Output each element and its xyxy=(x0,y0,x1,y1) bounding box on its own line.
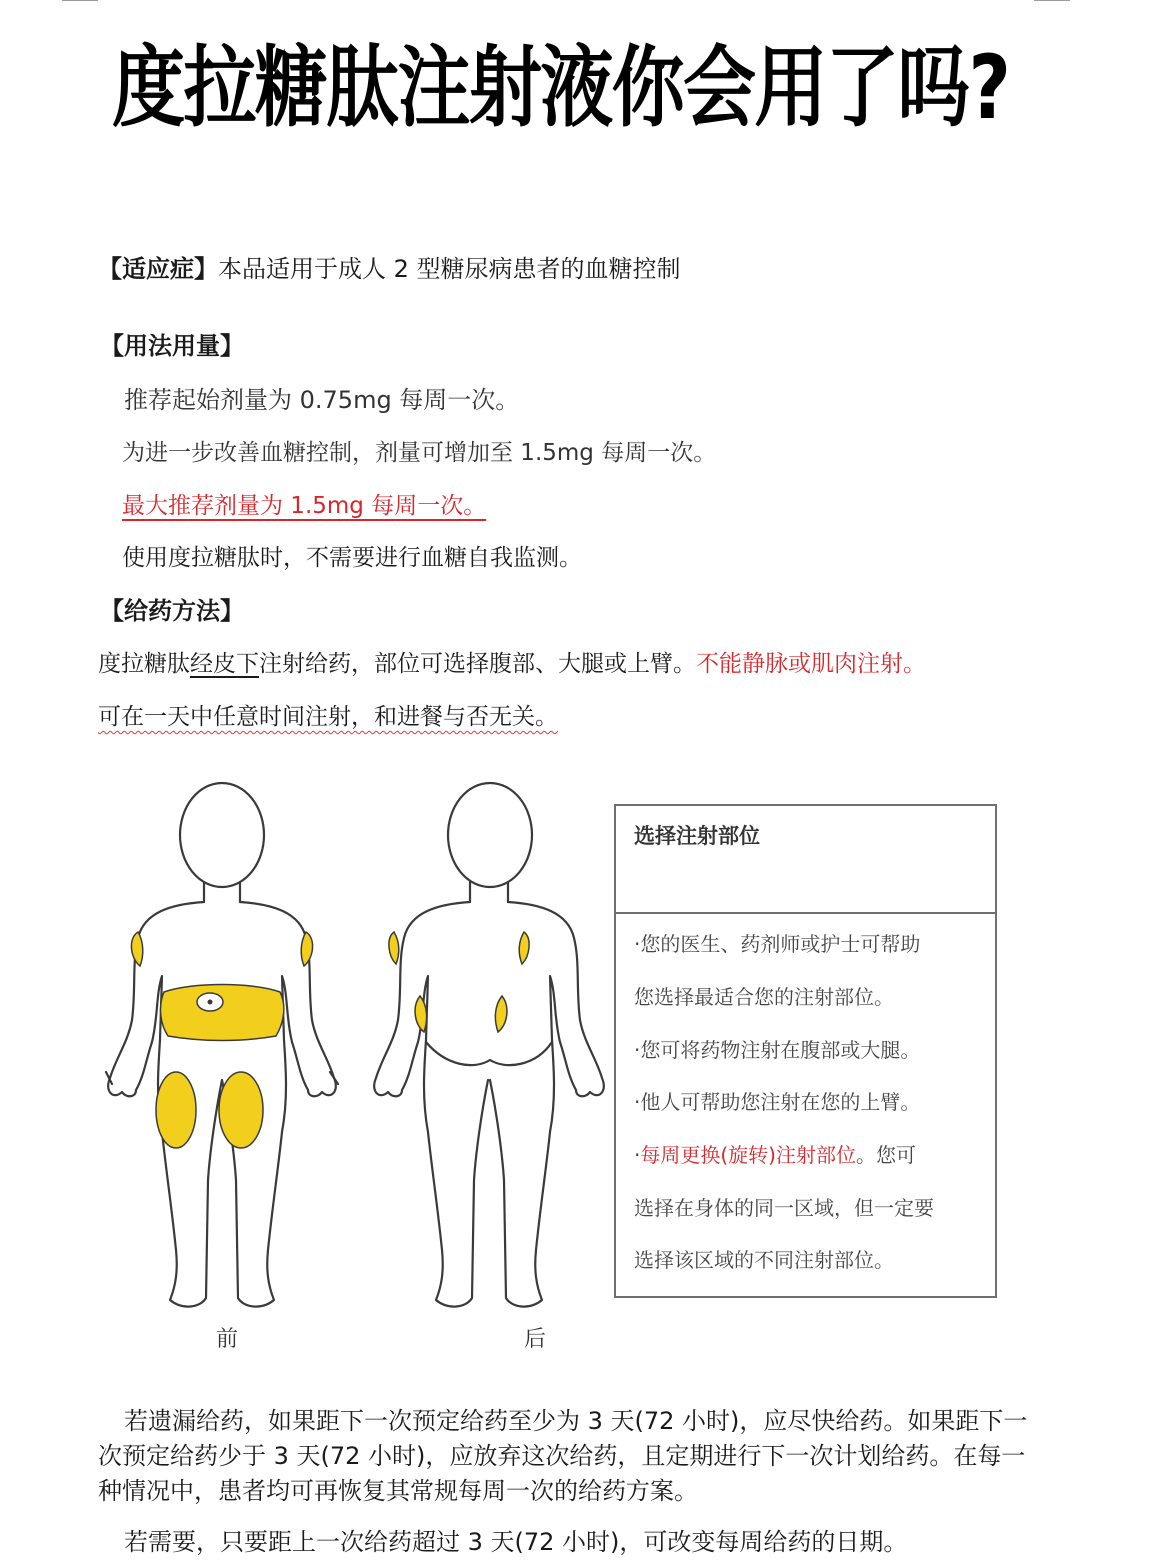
missed-dose-paragraph: 若遗漏给药，如果距下一次预定给药至少为 3 天(72 小时)，应尽快给药。如果距下一次预定给药少于 3 天(72 小时)，应放弃这次给药，且定期进行下一次计划给药。在每一种情况中，患者均可再恢复其常规每周一次的给药方案。 xyxy=(98,1407,1028,1505)
site-line-4: ·他人可帮助您注射在您的上臂。 xyxy=(634,1090,921,1114)
route-warning: 不能静脉或肌肉注射。 xyxy=(696,651,926,677)
site-line-1: ·您的医生、药剂师或护士可帮助 xyxy=(634,932,921,956)
dosage-line-start: 推荐起始剂量为 0.75mg 每周一次。 xyxy=(124,386,520,414)
front-label: 前 xyxy=(216,1327,239,1352)
route-subcutaneous: 经皮下 xyxy=(190,651,259,677)
indication-text: 本品适用于成人 2 型糖尿病患者的血糖控制 xyxy=(218,255,681,283)
administration-heading: 【给药方法】 xyxy=(100,597,244,625)
site-line-2: 您选择最适合您的注射部位。 xyxy=(634,985,894,1009)
rotate-rest: 。您可 xyxy=(855,1143,916,1167)
route-sites: 注射给药，部位可选择腹部、大腿或上臂。 xyxy=(259,651,696,677)
rotate-bullet: · xyxy=(634,1143,641,1167)
site-line-7: 选择该区域的不同注射部位。 xyxy=(634,1248,894,1272)
corner-mark-left xyxy=(62,0,98,1)
site-line-rotate xyxy=(634,1139,916,1168)
administration-line-timing: 可在一天中任意时间注射，和进餐与否无关。 xyxy=(98,704,558,730)
page-title: 度拉糖肽注射液你会用了吗? xyxy=(112,36,1010,139)
injection-site-heading: 选择注射部位 xyxy=(634,824,760,848)
indication-label: 【适应症】 xyxy=(98,255,218,283)
corner-mark-right xyxy=(1034,0,1070,1)
administration-line-route xyxy=(98,649,926,679)
indication-line xyxy=(98,254,681,284)
site-line-3: ·您可将药物注射在腹部或大腿。 xyxy=(634,1038,921,1062)
dosage-line-monitoring: 使用度拉糖肽时，不需要进行血糖自我监测。 xyxy=(122,545,582,571)
injection-site-box-header xyxy=(616,806,995,914)
change-day-paragraph: 若需要，只要距上一次给药超过 3 天(72 小时)，可改变每周给药的日期。 xyxy=(124,1528,908,1556)
body-figure-front xyxy=(92,780,362,1320)
back-label: 后 xyxy=(524,1327,547,1352)
dosage-line-max: 最大推荐剂量为 1.5mg 每周一次。 xyxy=(122,493,487,519)
site-line-6: 选择在身体的同一区域，但一定要 xyxy=(634,1196,934,1220)
body-figure-back xyxy=(350,780,620,1320)
dosage-heading: 【用法用量】 xyxy=(100,332,244,360)
injection-site-box xyxy=(614,804,997,1298)
rotate-warning: 每周更换(旋转)注射部位 xyxy=(640,1143,856,1167)
dosage-line-increase: 为进一步改善血糖控制，剂量可增加至 1.5mg 每周一次。 xyxy=(122,440,717,466)
route-drug: 度拉糖肽 xyxy=(98,651,190,677)
